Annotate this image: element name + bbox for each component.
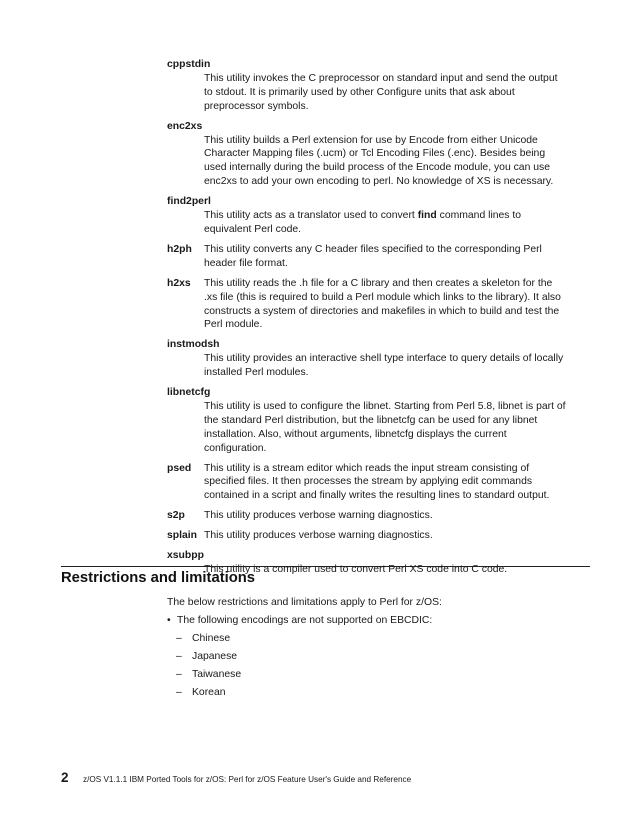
encoding-label: Chinese (192, 632, 231, 644)
footer-title: z/OS V1.1.1 IBM Ported Tools for z/OS: Perl for z/OS Feature User's Guide and Reference (83, 775, 412, 784)
utility-list (0, 58, 638, 583)
term-instmodsh: instmodsh (167, 339, 220, 351)
entry-libnetcfg (167, 386, 567, 456)
entry-s2p (167, 509, 567, 523)
dash-mark: – (176, 632, 182, 644)
bullet-mark: • (167, 614, 171, 626)
section-divider (61, 566, 590, 567)
term-s2p: s2p (167, 510, 185, 522)
desc-find2perl-command: find (417, 210, 437, 222)
encoding-label: Korean (192, 686, 226, 698)
term-xsubpp: xsubpp (167, 550, 204, 562)
encoding-item-chinese (176, 632, 587, 646)
encoding-item-japanese (176, 650, 587, 664)
desc-s2p: This utility produces verbose warning diagnostics. (204, 510, 433, 522)
desc-psed: This utility is a stream editor which reads the input stream consisting of specified files. It then processes the stream by applying edit commands contained in a script and finally writes the resulting lines to standard output. (204, 462, 550, 502)
entry-instmodsh (167, 338, 567, 380)
desc-cppstdin: This utility invokes the C preprocessor on standard input and send the output to stdout. It is primarily used by other Configure units that ask about preprocessor symbols. (204, 72, 558, 112)
dash-mark: – (176, 650, 182, 662)
term-h2xs: h2xs (167, 277, 191, 289)
desc-find2perl (204, 209, 567, 237)
entry-enc2xs (167, 120, 567, 190)
dash-mark: – (176, 686, 182, 698)
desc-find2perl-part1: This utility acts as a translator used to convert (204, 210, 418, 222)
dash-mark: – (176, 668, 182, 680)
page-footer (61, 770, 411, 785)
desc-h2ph: This utility converts any C header files specified to the corresponding Perl header file format. (204, 243, 542, 269)
section-heading: Restrictions and limitations (61, 570, 256, 586)
desc-instmodsh: This utility provides an interactive shell type interface to query details of locally installed Perl modules. (204, 353, 564, 379)
entry-cppstdin (167, 58, 567, 114)
term-find2perl: find2perl (167, 196, 211, 208)
desc-libnetcfg: This utility is used to configure the libnet. Starting from Perl 5.8, libnet is part of the standard Perl distribution, but the libnetcfg can be used for any libnet installation. Also, without arguments, libnetcfg displays the current configuration. (204, 400, 566, 454)
bullet-text: The following encodings are not supported on EBCDIC: (177, 614, 433, 626)
encoding-item-taiwanese (176, 668, 587, 682)
desc-splain: This utility produces verbose warning diagnostics. (204, 530, 433, 542)
term-cppstdin: cppstdin (167, 59, 211, 70)
entry-splain (167, 529, 567, 543)
entry-psed (167, 462, 567, 504)
entry-find2perl (167, 195, 567, 237)
entry-h2xs (167, 277, 567, 333)
bullet-item (167, 614, 587, 628)
desc-enc2xs: This utility builds a Perl extension for use by Encode from either Unicode Character Mapping files (.ucm) or Tcl Encoding Files (.enc). Besides being used internally during the build process of the Encode module, you can use enc2xs to add your own encoding to perl. No knowledge of XS is necessary. (204, 134, 554, 188)
term-libnetcfg: libnetcfg (167, 387, 211, 399)
term-splain: splain (167, 530, 198, 542)
entry-h2ph (167, 243, 567, 271)
term-h2ph: h2ph (167, 243, 192, 255)
desc-xsubpp: This utility is a compiler used to convert Perl XS code into C code. (204, 564, 508, 575)
encoding-label: Taiwanese (192, 668, 242, 680)
term-enc2xs: enc2xs (167, 120, 203, 132)
desc-h2xs: This utility reads the .h file for a C library and then creates a skeleton for the .xs file (this is required to build a Perl module which links to the library). It also constructs a system of directories and makefiles in which to build and test the Perl module. (204, 277, 561, 331)
desc-find2perl-part2: command lines to equivalent Perl code. (204, 210, 522, 235)
restrictions-section (167, 596, 587, 703)
restrictions-intro: The below restrictions and limitations apply to Perl for z/OS: (167, 597, 442, 608)
term-psed: psed (167, 462, 192, 474)
encoding-label: Japanese (192, 650, 238, 662)
page-number: 2 (61, 770, 69, 785)
encoding-item-korean (176, 686, 587, 700)
